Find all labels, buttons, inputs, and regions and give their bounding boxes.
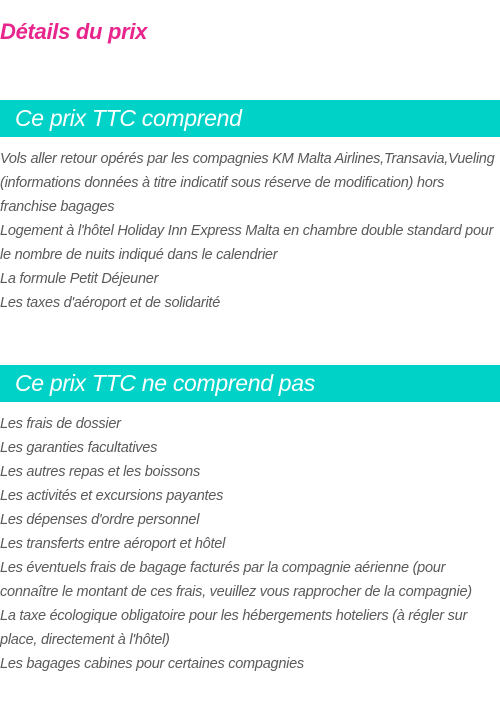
excluded-heading: Ce prix TTC ne comprend pas — [15, 370, 315, 396]
included-item-flights: Vols aller retour opérés par les compagnies KM Malta Airlines,Transavia,Vueling (informations données à titre indicatif sous réserve de modification) hors franchise bagages — [0, 151, 495, 215]
included-heading: Ce prix TTC comprend — [15, 105, 242, 131]
excluded-item-activities: Les activités et excursions payantes — [0, 488, 224, 504]
excluded-item-meals: Les autres repas et les boissons — [0, 464, 200, 480]
included-section-header — [0, 100, 500, 137]
excluded-item-file-fees: Les frais de dossier — [0, 416, 121, 432]
excluded-item-transfers: Les transferts entre aéroport et hôtel — [0, 536, 226, 552]
excluded-item-eco-tax: La taxe écologique obligatoire pour les hébergements hoteliers (à régler sur place, directement à l'hôtel) — [0, 608, 468, 648]
included-item-breakfast: La formule Petit Déjeuner — [0, 271, 159, 287]
excluded-list — [0, 412, 500, 676]
included-item-hotel: Logement à l'hôtel Holiday Inn Express Malta en chambre double standard pour le nombre de nuits indiqué dans le calendrier — [0, 223, 494, 263]
included-list — [0, 147, 500, 315]
page-title: Détails du prix — [0, 19, 148, 44]
excluded-item-personal-expenses: Les dépenses d'ordre personnel — [0, 512, 200, 528]
excluded-item-baggage-fees: Les éventuels frais de bagage facturés par la compagnie aérienne (pour connaître le montant de ces frais, veuillez vous rapprocher de la compagnie) — [0, 560, 472, 600]
excluded-section-header — [0, 365, 500, 402]
excluded-item-cabin-bags: Les bagages cabines pour certaines compagnies — [0, 656, 304, 672]
included-item-taxes: Les taxes d'aéroport et de solidarité — [0, 295, 221, 311]
excluded-item-guarantees: Les garanties facultatives — [0, 440, 158, 456]
